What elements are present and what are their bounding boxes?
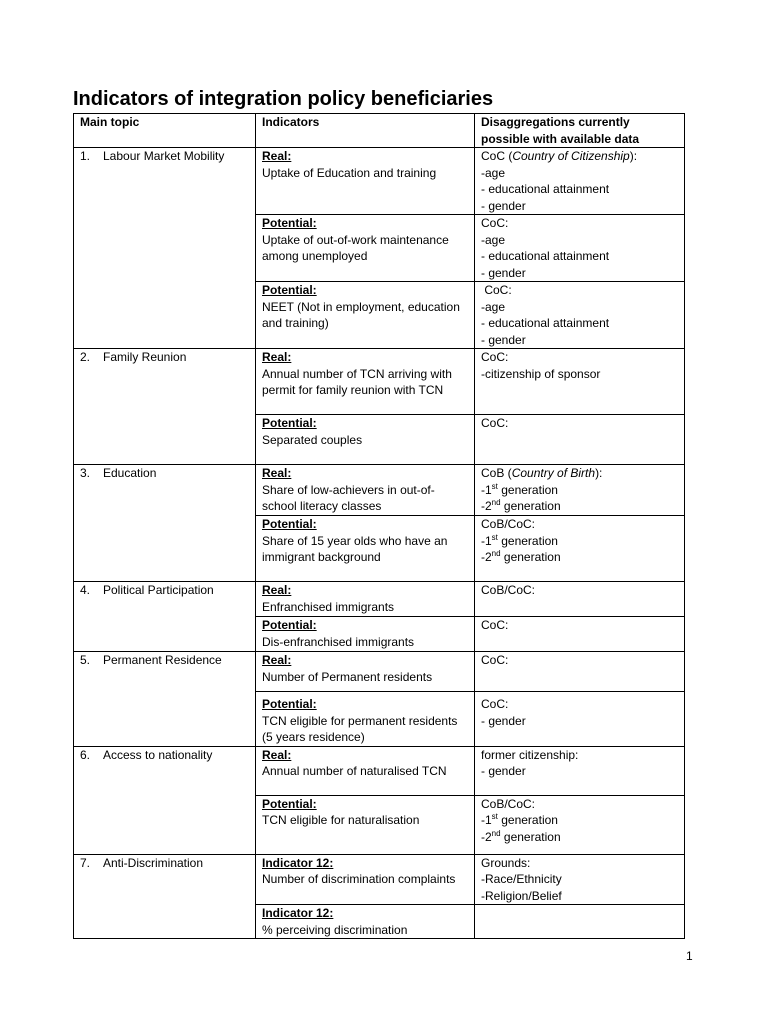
indicator-type-label: Real: — [262, 747, 292, 762]
disaggregation-cell — [475, 652, 685, 692]
indicator-cell — [256, 746, 475, 795]
disaggregation-line: CoC: — [481, 216, 509, 230]
topic-number: 4. — [80, 583, 91, 597]
header-main-topic: Main topic — [74, 114, 256, 148]
indicator-type-label: Indicator 12: — [262, 906, 334, 920]
header-disaggregations: Disaggregations currently possible with available data — [475, 114, 685, 148]
topic-cell — [74, 746, 256, 854]
indicator-text: Annual number of naturalised TCN — [262, 764, 447, 778]
disaggregation-cell — [475, 617, 685, 652]
indicator-cell — [256, 349, 475, 415]
topic-cell — [74, 582, 256, 652]
disaggregation-line: CoC: — [481, 416, 509, 430]
indicator-text: Annual number of TCN arriving with permit for family reunion with TCN — [262, 366, 452, 397]
indicator-text: Uptake of out-of-work maintenance among unemployed — [262, 232, 449, 263]
disaggregation-line: - gender — [481, 764, 526, 778]
disaggregation-line: -age — [481, 165, 506, 180]
disaggregation-line: -age — [481, 299, 506, 314]
indicators-table — [73, 113, 685, 939]
disaggregation-cell — [475, 582, 685, 617]
topic-label: Labour Market Mobility — [103, 149, 225, 163]
topic-cell — [74, 349, 256, 465]
indicator-cell — [256, 215, 475, 282]
disaggregation-line: -Race/Ethnicity — [481, 872, 562, 886]
disaggregation-line: - gender — [481, 713, 526, 728]
disaggregation-line: -2nd generation — [481, 828, 561, 844]
indicator-type-label: Real: — [262, 149, 292, 163]
disaggregation-line: - educational attainment — [481, 249, 610, 263]
document-title: Indicators of integration policy beneficiaries — [73, 88, 494, 110]
topic-label: Permanent Residence — [103, 653, 222, 667]
topic-cell — [74, 465, 256, 582]
indicator-text: Number of Permanent residents — [262, 669, 433, 684]
indicator-type-label: Potential: — [262, 697, 317, 711]
indicator-text: NEET (Not in employment, education and training) — [262, 299, 460, 330]
disaggregation-cell — [475, 795, 685, 854]
topic-label: Political Participation — [103, 583, 214, 597]
indicator-text: Share of 15 year olds who have an immigrant background — [262, 533, 448, 564]
indicator-cell — [256, 905, 475, 939]
disaggregation-line: CoC: — [481, 618, 509, 632]
indicator-type-label: Real: — [262, 466, 292, 480]
disaggregation-line: CoC: — [481, 283, 512, 297]
indicator-cell — [256, 582, 475, 617]
indicator-cell — [256, 516, 475, 582]
disaggregation-line: - gender — [481, 265, 526, 280]
indicator-cell — [256, 854, 475, 905]
disaggregation-line: -1st generation — [481, 812, 558, 827]
indicator-type-label: Potential: — [262, 618, 317, 632]
indicator-text: Share of low-achievers in out-of-school literacy classes — [262, 482, 435, 513]
indicator-text: Dis-enfranchised immigrants — [262, 634, 415, 649]
topic-number: 3. — [80, 466, 91, 480]
disaggregation-cell — [475, 746, 685, 795]
indicator-type-label: Real: — [262, 350, 292, 364]
indicator-cell — [256, 465, 475, 516]
disaggregation-cell — [475, 148, 685, 215]
topic-cell — [74, 148, 256, 349]
indicator-cell — [256, 617, 475, 652]
indicator-text: Enfranchised immigrants — [262, 599, 395, 614]
indicator-text: TCN eligible for naturalisation — [262, 813, 420, 827]
disaggregation-cell — [475, 905, 685, 939]
disaggregation-cell — [475, 516, 685, 582]
indicator-cell — [256, 692, 475, 747]
indicator-text: % perceiving discrimination — [262, 922, 408, 937]
topic-number: 6. — [80, 747, 91, 762]
disaggregation-line: CoC: — [481, 697, 509, 711]
indicator-cell — [256, 148, 475, 215]
disaggregation-line: -age — [481, 232, 506, 247]
indicator-type-label: Potential: — [262, 283, 317, 297]
disaggregation-line: - gender — [481, 198, 526, 213]
disaggregation-line: -2nd generation — [481, 549, 561, 564]
disaggregation-line: - educational attainment — [481, 182, 610, 196]
topic-label: Family Reunion — [103, 350, 187, 364]
topic-label: Anti-Discrimination — [103, 855, 204, 870]
disaggregation-cell — [475, 854, 685, 905]
indicator-cell — [256, 282, 475, 349]
disaggregation-line: former citizenship: — [481, 747, 579, 762]
topic-cell — [74, 854, 256, 939]
topic-number: 2. — [80, 350, 91, 364]
indicator-type-label: Real: — [262, 653, 292, 667]
indicator-text: Number of discrimination complaints — [262, 872, 456, 886]
indicator-type-label: Real: — [262, 583, 292, 597]
topic-label: Education — [103, 466, 157, 480]
disaggregation-cell — [475, 692, 685, 747]
disaggregation-line: CoC: — [481, 350, 509, 364]
disaggregation-cell — [475, 282, 685, 349]
disaggregation-line: Grounds: — [481, 855, 531, 870]
header-indicators: Indicators — [256, 114, 475, 148]
disaggregation-line: CoB/CoC: — [481, 583, 536, 597]
topic-label: Access to nationality — [103, 747, 213, 762]
disaggregation-line: CoB/CoC: — [481, 796, 536, 811]
topic-cell — [74, 652, 256, 747]
disaggregation-line: -2nd generation — [481, 498, 561, 513]
disaggregation-line: -citizenship of sponsor — [481, 366, 601, 381]
indicator-text: Uptake of Education and training — [262, 165, 437, 180]
indicator-type-label: Indicator 12: — [262, 855, 334, 870]
disaggregation-line: CoC: — [481, 653, 509, 667]
disaggregation-line: -1st generation — [481, 481, 558, 497]
indicator-type-label: Potential: — [262, 416, 317, 430]
disaggregation-line: CoC (Country of Citizenship): — [481, 149, 638, 163]
indicator-text: TCN eligible for permanent residents (5 years residence) — [262, 713, 458, 744]
disaggregation-line: -Religion/Belief — [481, 888, 562, 903]
indicator-cell — [256, 652, 475, 692]
topic-number: 5. — [80, 653, 91, 667]
disaggregation-line: CoB (Country of Birth): — [481, 466, 603, 480]
topic-number: 1. — [80, 149, 91, 163]
indicator-type-label: Potential: — [262, 517, 317, 531]
indicator-type-label: Potential: — [262, 796, 317, 811]
disaggregation-cell — [475, 349, 685, 415]
disaggregation-line: - gender — [481, 332, 526, 347]
indicator-text: Separated couples — [262, 432, 363, 447]
disaggregation-line: - educational attainment — [481, 316, 610, 330]
disaggregation-cell — [475, 465, 685, 516]
disaggregation-cell — [475, 415, 685, 465]
indicator-cell — [256, 415, 475, 465]
disaggregation-line: CoB/CoC: — [481, 517, 536, 531]
disaggregation-cell — [475, 215, 685, 282]
page-number: 1 — [686, 949, 693, 963]
indicator-type-label: Potential: — [262, 216, 317, 230]
topic-number: 7. — [80, 855, 91, 870]
indicator-cell — [256, 795, 475, 854]
disaggregation-line: -1st generation — [481, 532, 558, 548]
